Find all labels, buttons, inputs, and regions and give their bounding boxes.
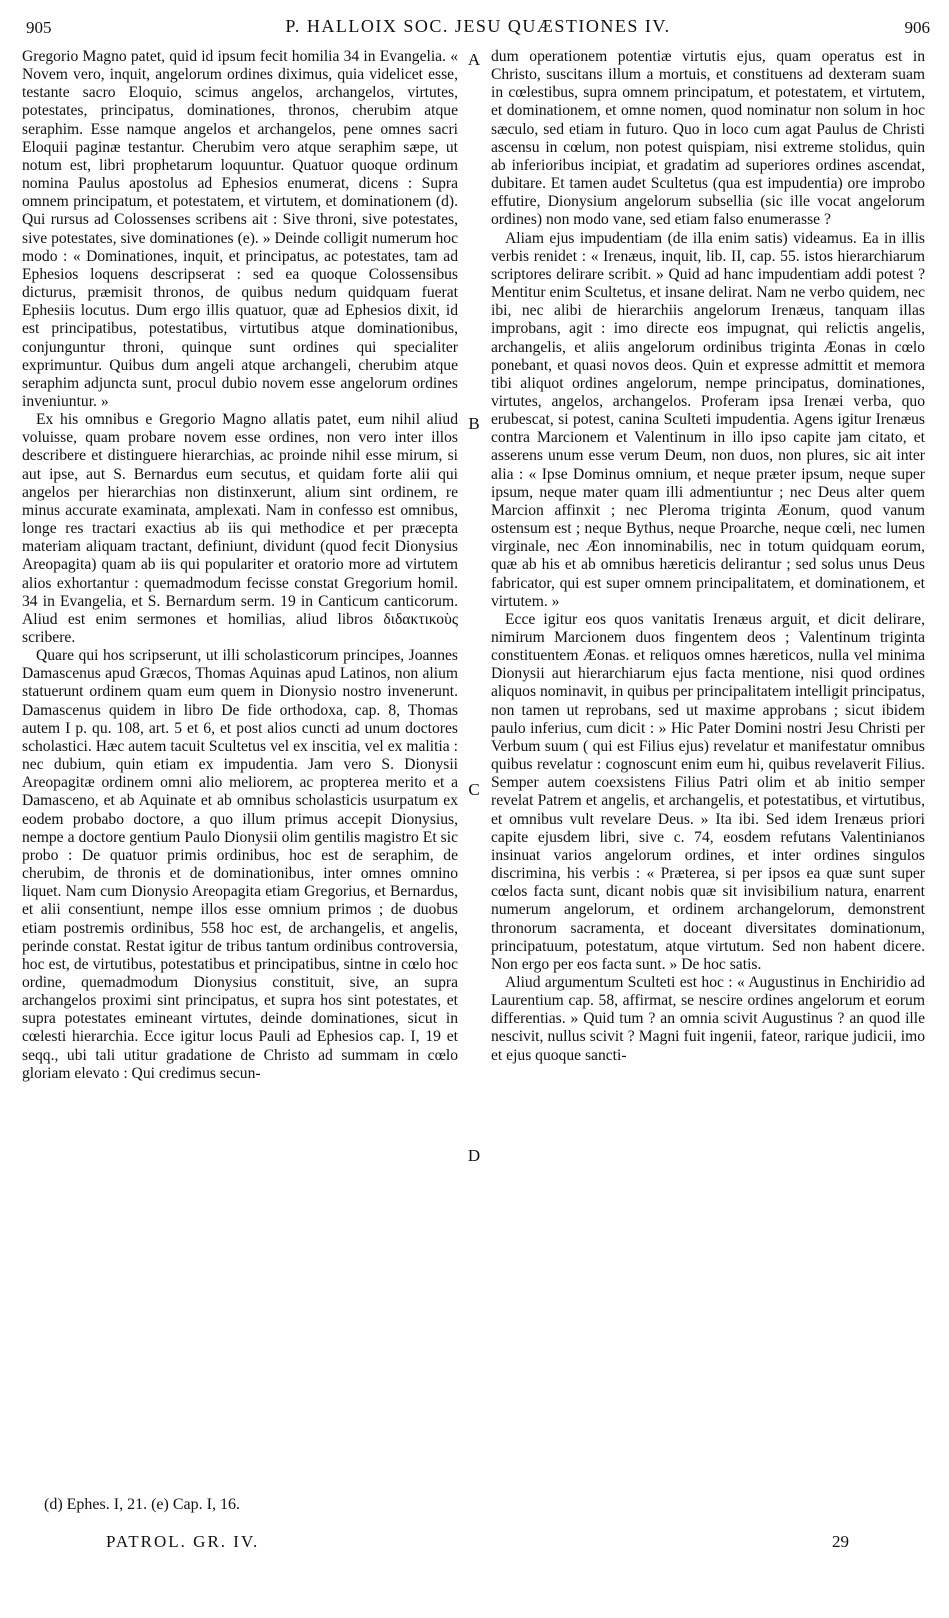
margin-marker-d: D <box>467 1146 481 1165</box>
footer-series-title: PATROL. GR. IV. <box>106 1532 260 1551</box>
left-paragraph: Quare qui hos scripserunt, ut illi scholasticorum principes, Joannes Damascenus apud Græcos, Thomas Aquinas apud Latinos, non alium statuerunt ordinem quam eum quem in Dionysio nostro invenerunt. Damascenus quidem in libro De fide orthodoxa, cap. 8, Thomas autem I p. qu. 108, art. 5 et 6, et post alios cuncti ad unum doctores scholastici. Hæc autem tacuit Scultetus vel ex inscitia, vel ex malitia : nec dubium, quin etiam ex impudentia. Jam vero S. Dionysii Areopagitæ ordinem omni alio meliorem, ac propterea merito et a Damasceno, et ab Aquinate et ab omnibus scholasticis usurpatum ex eodem probabo doctore, a quo illum primus accepit Dionysius, nempe a doctore gentium Paulo Dionysii olim gentilis magistro Et sic probo : De quatuor primis ordinibus, hoc est de seraphim, de cherubim, de thronis et de dominationibus, inter omnes omnino liquet. Nam cum Dionysio Areopagita etiam Gregorius, et Bernardus, et alii consentiunt, nempe illos esse omnium primos ; de duobus etiam postremis ordinibus, 558 hoc est, de archangelis, et angelis, perinde constat. Restat igitur de tribus tantum ordinibus controversia, hoc est, de virtutibus, potestatibus et principatibus, sintne in cœlo hoc ordine, quemadmodum Dionysius constituit, sive, an supra archangelos proximi sint principatus, et supra hos sint potestates, et supra potestates emineant virtutes, deinde dominationes, sicut in cœlesti hierarchia. Ecce igitur locus Pauli ad Ephesios cap. I, 19 et seqq., ubi tali utitur gradatione de Christo ad summam in cœlo gloriam elevato : Qui credimus secun- <box>22 647 458 1082</box>
margin-marker-b: B <box>468 414 480 433</box>
right-paragraph: dum operationem potentiæ virtutis ejus, quam operatus est in Christo, suscitans illum a mortuis, et constituens ad dexteram suam in cœlestibus, supra omnem principatum, et potestatem, et virtutem, et dominationem, et omne nomen, quod nominatur non solum in hoc sæculo, sed etiam in futuro. Quo in loco cum agat Paulus de Christi ascensu in cœlum, non potest quispiam, nisi extreme stolidus, quin ab inferioribus incipiat, et gradatim ad superiores ordines ascendat, dubitare. Et tamen audet Scultetus (qua est impudentia) ore improbo effutire, Dionysium angelorum subsellia (sic ille vocat angelorum ordines) non modo vane, sed etiam falso enumerasse ? <box>491 48 925 229</box>
page-number-right: 906 <box>904 18 930 37</box>
right-paragraph: Aliam ejus impudentiam (de illa enim satis) videamus. Ea in illis verbis renidet : « Irenæus, inquit, lib. II, cap. 55. istos hierarchiarum scriptores delirare scribit. » Quid ad hanc impudentiam addi potest ? Mentitur enim Scultetus, et insane delirat. Nam ne verbo quidem, nec ibi, nec alibi de hierarchiis angelorum Irenæus, tanquam illas improbans, agit : imo directe eos impugnat, qui relictis angelis, archangelis, et aliis angelorum ordinibus triginta Æonas in cœlo ponebant, et quasi novos deos. Quin et expresse admittit et memora tibi aliquot ordines angelorum, nempe principatus, dominationes, virtutes, angelos, archangelos. Proferam ipsa Irenæi verba, quo erubescat, si potest, canina Sculteti impudentia. Agens igitur Irenæus contra Marcionem et Valentinum in illo ipso capite jam citato, et asserens unum esse verum Deum, non duos, non plures, sic ait inter alia : « Ipse Dominus omnium, et neque præter ipsum, neque super ipsum, neque mater quam illi admentiuntur ; nec Deus alter quem Marcion affinxit ; nec Pleroma triginta Æonum, quod vanum ostensum est ; neque Bythus, neque Proarche, neque cœli, nec lumen virginale, nec Æon innominabilis, nec in totum quidquam eorum, quæ ab his et ab omnibus hæreticis delirantur ; sed solus unus Deus fabricator, qui est super omnem principalitatem, et dominationem, et virtutem. » <box>491 229 925 610</box>
margin-marker-a: A <box>467 50 481 69</box>
margin-marker-c: C <box>468 780 480 799</box>
right-column <box>491 48 925 1065</box>
right-paragraph: Aliud argumentum Sculteti est hoc : « Augustinus in Enchiridio ad Laurentium cap. 58, affirmat, se nescire ordines angelorum et eorum differentias. » Quid tum ? an omnia scivit Augustinus ? an quod ille nescivit, nullus scivit ? Magni fuit ingenii, fateor, rarique judicii, imo et ejus quoque sancti- <box>491 973 925 1064</box>
footer-signature-number: 29 <box>832 1532 849 1551</box>
left-paragraph: Gregorio Magno patet, quid id ipsum fecit homilia 34 in Evangelia. « Novem vero, inquit, angelorum ordines diximus, quia videlicet esse, testante sacro Eloquio, scimus angelos, archangelos, virtutes, potestates, principatus, dominationes, thronos, cherubim atque seraphim. Esse namque angelos et archangelos, pene omnes sacri Eloquii paginæ testantur. Cherubim vero atque seraphim sæpe, ut notum est, libri prophetarum loquuntur. Quatuor quoque ordinum nomina Paulus apostolus ad Ephesios enumerat, dicens : Supra omnem principatum, et potestatem, et virtutem, et dominationem (d). Qui rursus ad Colossenses scribens ait : Sive throni, sive potestates, sive potestates, sive dominationes (e). » Deinde colligit numerum hoc modo : « Dominationes, inquit, et principatus, ac potestates, tam ad Ephesios loquens descripserat : sed ea quoque Colossensibus dicturus, præmisit thronos, de quibus nedum quidquam fuerat Ephesiis locutus. Dum ergo illis quatuor, quæ ad Ephesios dixit, id est principatibus, potestatibus, virtutibus atque dominationibus, conjunguntur throni, quinque sunt ordines qui specialiter exprimuntur. Quibus dum angeli atque archangeli, cherubim atque seraphim adjuncta sunt, procul dubio novem esse angelorum ordines inveniuntur. » <box>22 48 458 410</box>
right-paragraph: Ecce igitur eos quos vanitatis Irenæus arguit, et dicit delirare, nimirum Marcionem duos fingentem deos ; Valentinum triginta constituentem Æonas. et reliquos omnes hæreticos, nulla vel minima Dionysii aut hierarchiarum ejus facta mentione, nisi quod ordines aliquos nominavit, in quibus per principalitatem intelligit principatus, non tamen ut reprobans, sed ut maxime approbans ; sicut ibidem paulo inferius, cum dicit : » Hic Pater Domini nostri Jesu Christi per Verbum suum ( qui est Filius ejus) revelatur et manifestatur omnibus quibus revelatur : cognoscunt enim eum hi, quibus revelaverit Filius. Semper autem coexsistens Filius Patri olim et ab initio semper revelat Patrem et angelis, et archangelis, et potestatibus, et virtutibus, et omnibus vult revelare Deus. » Ita ibi. Sed idem Irenæus priori capite ejusdem libri, sive c. 74, eosdem refutans Valentinianos insinuat varios angelorum ordines, et inter ordines singulos discrimina, his verbis : « Præterea, si per ipsos ea quæ sunt super cœlos facta sunt, dicant nobis quæ sit invisibilium natura, enarrent numerum angelorum, et ordinem archangelorum, demonstrent thronorum sacramenta, et doceant diversitates dominationum, principatuum, potestatum, atque virtutum. Sed non habent dicere. Non ergo per eos facta sunt. » De hoc satis. <box>491 610 925 973</box>
page-header <box>26 14 930 44</box>
running-title: P. HALLOIX SOC. JESU QUÆSTIONES IV. <box>285 16 671 36</box>
page-number-left: 905 <box>26 18 52 37</box>
left-column <box>22 48 458 1083</box>
footnote: (d) Ephes. I, 21. (e) Cap. I, 16. <box>44 1496 240 1513</box>
left-paragraph: Ex his omnibus e Gregorio Magno allatis patet, eum nihil aliud voluisse, quam probare novem esse ordines, non vero inter illos describere et distinguere hierarchias, ac proinde nihil esse mirum, si aut ipse, aut S. Bernardus eum secutus, et quidam forte alii qui angelos per hierarchias non distinxerunt, alium sint ordinem, re minus accurate examinata, amplexati. Nam in confesso est omnibus, longe res tractari exactius ab iis qui methodice et per præcepta materiam aliquam tractant, definiunt, dividunt (quod fecit Dionysius Areopagita) quam ab iis qui populariter et oratorio more ad virtutem alios exhortantur : quemadmodum fecisse constat Gregorium homil. 34 in Evangelia, et S. Bernardum serm. 19 in Canticum canticorum. Aliud est enim sermones et homilias, aliud libros διδακτικοὺς scribere. <box>22 411 458 646</box>
